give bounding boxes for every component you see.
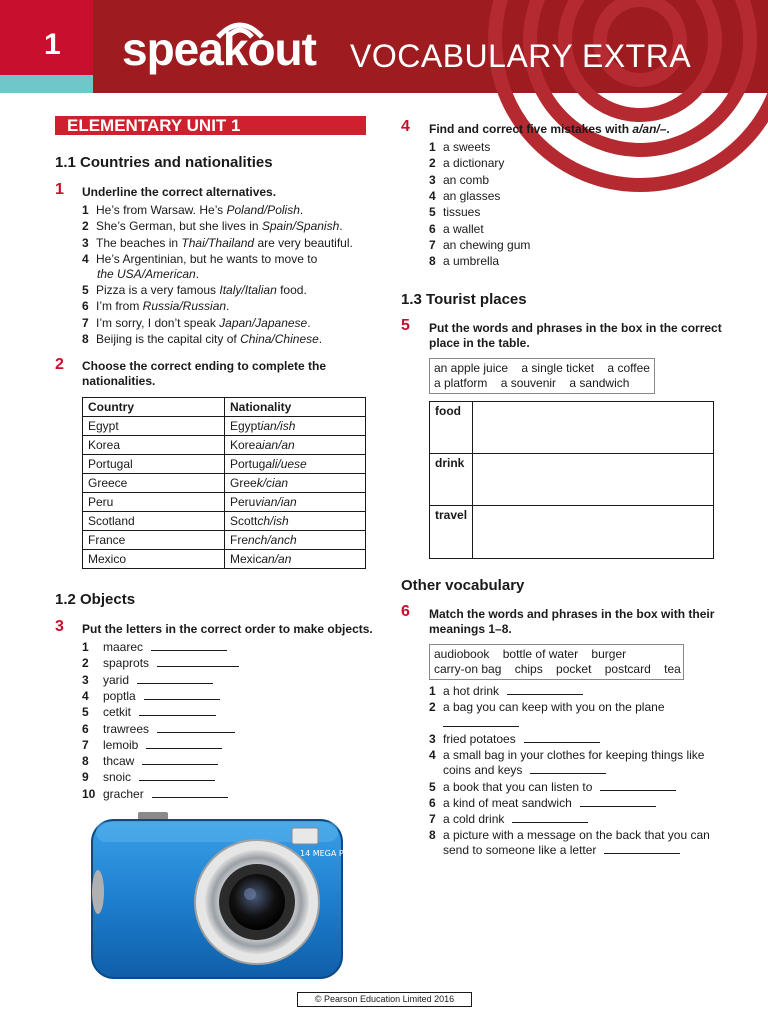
item-number: 8 <box>429 828 436 842</box>
item-number: 3 <box>429 172 436 187</box>
answer-blank[interactable] <box>604 844 680 854</box>
nationality-stem: Egypt <box>230 419 261 433</box>
item-number: 4 <box>82 252 89 266</box>
item-number: 2 <box>82 656 89 671</box>
item-number: 3 <box>82 236 89 250</box>
row-label-food: food <box>430 402 473 453</box>
item-alternatives: China/Chinese <box>240 332 319 346</box>
exercise-number-2: 2 <box>55 356 64 373</box>
nationality-cell <box>225 474 366 493</box>
nationality-stem: Scott <box>230 514 258 528</box>
answer-blank[interactable] <box>137 674 213 684</box>
list-item <box>82 640 227 655</box>
item-number: 1 <box>82 640 89 654</box>
item-text: Beijing is the capital city of <box>96 332 241 346</box>
item-text: a cold drink <box>443 812 505 826</box>
item-number: 7 <box>429 237 436 252</box>
section-heading-1-2: 1.2 Objects <box>55 591 136 608</box>
item-number: 5 <box>82 705 89 720</box>
nationality-endings: ian/an <box>262 438 295 452</box>
item-number: 4 <box>429 748 436 762</box>
list-item <box>429 140 490 155</box>
nationality-stem: Fre <box>230 533 248 547</box>
item-number: 8 <box>429 254 436 269</box>
answer-blank[interactable] <box>580 797 656 807</box>
item-text: send to someone like a letter <box>443 843 597 857</box>
scrambled-word: yarid <box>103 672 130 687</box>
item-number: 10 <box>82 786 96 801</box>
ex4-instr-post: . <box>666 122 670 136</box>
nationality-endings: vian/ian <box>255 495 297 509</box>
item-number: 7 <box>82 316 89 330</box>
item-text: a hot drink <box>443 684 500 698</box>
exercise-number-1: 1 <box>55 181 64 198</box>
exercise-5-instruction <box>429 321 722 351</box>
list-item <box>429 684 583 699</box>
camera-megapixel-label: 14 MEGA PIXELS <box>300 849 367 858</box>
answer-blank[interactable] <box>512 813 588 823</box>
list-item <box>82 236 353 251</box>
exercise-number-4: 4 <box>401 118 410 135</box>
item-number: 4 <box>82 688 89 703</box>
item-number: 6 <box>82 721 89 736</box>
country-cell: Egypt <box>83 417 225 436</box>
table-row-food <box>430 402 713 454</box>
item-number: 6 <box>82 299 89 313</box>
list-item <box>429 173 489 188</box>
country-cell: Greece <box>83 474 225 493</box>
table-row <box>83 436 366 455</box>
list-item <box>429 156 504 171</box>
item-text: Pizza is a very famous <box>96 283 220 297</box>
exercise-6-instruction <box>429 607 714 637</box>
nationality-stem: Gree <box>230 476 257 490</box>
nationality-endings: ch/ish <box>257 514 289 528</box>
list-item <box>429 189 500 204</box>
nationality-endings: ali/uese <box>265 457 307 471</box>
country-cell: France <box>83 531 225 550</box>
item-alternatives: the USA/American <box>97 267 196 281</box>
nationality-stem: Portug <box>230 457 266 471</box>
item-number: 3 <box>82 672 89 687</box>
item-number: 6 <box>429 796 436 810</box>
item-text: I’m from <box>96 299 143 313</box>
ex2-instr-line1: Choose the correct ending to complete the <box>82 359 327 373</box>
word-box-ex6-line1: audiobook bottle of water burger <box>434 647 627 661</box>
exercise-number-3: 3 <box>55 618 64 635</box>
item-text: a bag you can keep with you on the plane <box>443 700 665 714</box>
nationality-cell <box>225 417 366 436</box>
item-number: 9 <box>82 770 89 785</box>
table-row <box>83 417 366 436</box>
row-label-drink: drink <box>430 454 473 505</box>
section-heading-1-3: 1.3 Tourist places <box>401 291 527 308</box>
item-text-end: food. <box>276 283 307 297</box>
scrambled-word: snoic <box>103 770 132 785</box>
item-number: 4 <box>429 188 436 203</box>
nationality-cell <box>225 436 366 455</box>
item-number: 8 <box>82 754 89 769</box>
column-header-country: Country <box>83 398 225 417</box>
item-text-end: . <box>299 203 304 217</box>
nationality-cell <box>225 531 366 550</box>
list-item <box>429 812 588 827</box>
ex5-instr-line1: Put the words and phrases in the box in the correct <box>429 321 722 335</box>
country-cell: Korea <box>83 436 225 455</box>
table-row <box>83 474 366 493</box>
item-text: a book that you can listen to <box>443 780 593 794</box>
item-alternatives: Japan/Japanese <box>219 316 308 330</box>
item-text-end: . <box>195 267 200 281</box>
tourist-places-table <box>429 401 714 559</box>
item-number: 7 <box>82 737 89 752</box>
answer-blank[interactable] <box>152 788 228 798</box>
table-row <box>83 512 366 531</box>
list-item <box>82 316 311 331</box>
item-text: I’m sorry, I don’t speak <box>96 316 220 330</box>
nationality-cell <box>225 455 366 474</box>
table-row <box>83 531 366 550</box>
item-text: The beaches in <box>96 236 182 250</box>
nationality-endings: nch/anch <box>248 533 297 547</box>
nationality-table <box>82 397 366 569</box>
ex4-instr-pre: Find and correct five mistakes with <box>429 122 633 136</box>
item-text: a kind of meat sandwich <box>443 796 572 810</box>
list-item <box>82 689 220 704</box>
exercise-number-6: 6 <box>401 603 410 620</box>
answer-blank[interactable] <box>600 781 676 791</box>
scrambled-word: lemoib <box>103 737 139 752</box>
exercise-4-instruction <box>429 122 670 137</box>
nationality-cell <box>225 512 366 531</box>
item-alternatives: Russia/Russian <box>142 299 227 313</box>
word-box-ex5-line1: an apple juice a single ticket a coffee <box>434 361 650 375</box>
exercise-3-instruction: Put the letters in the correct order to make objects. <box>82 622 373 636</box>
scrambled-word: trawrees <box>103 721 150 736</box>
camera-image <box>82 812 367 984</box>
nationality-endings: k/cian <box>256 476 289 490</box>
item-text: He’s Argentinian, but he wants to move to <box>96 252 318 266</box>
list-item <box>82 787 228 802</box>
item-text-end: . <box>339 219 343 233</box>
item-text: a umbrella <box>443 254 500 269</box>
item-text: an comb <box>443 172 490 187</box>
item-number: 5 <box>429 780 436 794</box>
answer-blank[interactable] <box>142 755 218 765</box>
scrambled-word: cetkit <box>103 705 132 720</box>
list-item <box>82 656 239 671</box>
item-text: tissues <box>443 205 481 220</box>
item-text-end: . <box>226 299 230 313</box>
scrambled-word: thcaw <box>103 754 135 769</box>
unit-number: 1 <box>44 28 61 61</box>
item-number: 7 <box>429 812 436 826</box>
nationality-endings: ian/ish <box>260 419 296 433</box>
item-text: He’s from Warsaw. He’s <box>96 203 227 217</box>
item-text-end: . <box>318 332 323 346</box>
item-text: a wallet <box>443 221 484 236</box>
item-text: fried potatoes <box>443 732 516 746</box>
exercise-number-5: 5 <box>401 317 410 334</box>
scrambled-word: gracher <box>103 786 144 801</box>
table-row <box>83 455 366 474</box>
list-item <box>429 732 600 747</box>
answer-blank[interactable] <box>157 723 235 733</box>
list-item <box>429 828 710 843</box>
list-item <box>82 332 322 347</box>
answer-blank[interactable] <box>139 706 216 716</box>
item-text: a sweets <box>443 140 491 154</box>
nationality-endings: an/an <box>261 552 292 566</box>
item-text: coins and keys <box>443 763 523 777</box>
brand-speak: speak <box>122 23 248 75</box>
item-number: 2 <box>429 156 436 171</box>
answer-blank[interactable] <box>530 764 606 774</box>
item-alternatives: Italy/Italian <box>219 283 277 297</box>
ex5-instr-line2: place in the table. <box>429 336 530 350</box>
answer-blank[interactable] <box>151 641 227 651</box>
section-heading-1-1: 1.1 Countries and nationalities <box>55 154 273 171</box>
word-box-ex5 <box>429 358 655 394</box>
exercise-2-instruction <box>82 359 326 389</box>
item-number: 1 <box>429 140 436 154</box>
word-box-ex5-line2: a platform a souvenir a sandwich <box>434 376 630 390</box>
table-row-drink <box>430 454 713 506</box>
item-alternatives: Thai/Thailand <box>181 236 255 250</box>
list-item <box>82 770 215 785</box>
ex6-instr-line2: meanings 1–8. <box>429 622 512 636</box>
list-item <box>82 299 229 314</box>
item-text: She’s German, but she lives in <box>96 219 262 233</box>
answer-blank[interactable] <box>507 685 583 695</box>
exercise-1-instruction: Underline the correct alternatives. <box>82 185 277 199</box>
scrambled-word: maarec <box>103 640 144 654</box>
list-item <box>429 222 484 237</box>
column-header-nationality: Nationality <box>225 398 366 417</box>
item-text: an chewing gum <box>443 237 531 252</box>
item-alternatives: Poland/Polish <box>226 203 300 217</box>
item-alternatives: Spain/Spanish <box>261 219 340 233</box>
item-number: 6 <box>429 221 436 236</box>
list-item <box>82 673 213 688</box>
header-banner <box>0 0 768 93</box>
item-text: a small bag in your clothes for keeping things like <box>443 748 705 762</box>
unit-banner: ELEMENTARY UNIT 1 <box>55 116 366 135</box>
brand-out: out <box>247 23 316 75</box>
teal-accent <box>0 75 93 93</box>
item-text: an glasses <box>443 188 501 203</box>
table-header-row <box>83 398 366 417</box>
ex2-instr-line2: nationalities. <box>82 374 156 388</box>
list-item <box>429 205 480 220</box>
item-number: 5 <box>429 205 436 220</box>
answer-blank[interactable] <box>146 739 222 749</box>
list-item <box>443 763 606 778</box>
section-heading-other: Other vocabulary <box>401 577 525 594</box>
answer-blank[interactable] <box>524 733 600 743</box>
list-item <box>82 283 307 298</box>
ex4-instr-alt: a/an/– <box>632 122 667 136</box>
list-item <box>97 267 199 282</box>
item-text: a dictionary <box>443 156 505 171</box>
list-item <box>429 238 530 253</box>
list-item <box>82 738 222 753</box>
list-item <box>82 754 218 769</box>
nationality-stem: Korea <box>230 438 263 452</box>
list-item <box>429 748 704 763</box>
list-item <box>429 254 499 269</box>
country-cell: Scotland <box>83 512 225 531</box>
scrambled-word: spaprots <box>103 656 150 671</box>
list-item <box>82 252 317 267</box>
item-number: 1 <box>429 684 436 698</box>
nationality-stem: Mexic <box>230 552 262 566</box>
list-item <box>82 203 303 218</box>
copyright-footer: © Pearson Education Limited 2016 <box>297 992 472 1007</box>
table-row <box>83 493 366 512</box>
country-cell: Portugal <box>83 455 225 474</box>
table-row <box>83 550 366 569</box>
country-cell: Peru <box>83 493 225 512</box>
list-item <box>82 219 343 234</box>
list-item <box>82 722 235 737</box>
list-item <box>82 705 216 720</box>
item-text-end: . <box>307 316 311 330</box>
table-row-travel <box>430 506 713 558</box>
answer-blank[interactable] <box>144 690 220 700</box>
nationality-cell <box>225 493 366 512</box>
answer-blank[interactable] <box>157 657 239 667</box>
page-title: VOCABULARY EXTRA <box>350 38 692 74</box>
scrambled-word: poptla <box>103 688 136 703</box>
item-number: 2 <box>429 700 436 714</box>
nationality-stem: Peru <box>230 495 256 509</box>
item-text-end: are very beautiful. <box>254 236 353 250</box>
item-number: 2 <box>82 219 89 233</box>
ex6-instr-line1: Match the words and phrases in the box with their <box>429 607 715 621</box>
item-text: a picture with a message on the back that you can <box>443 828 710 842</box>
item-number: 5 <box>82 283 89 297</box>
brand-logo <box>122 23 316 75</box>
row-label-travel: travel <box>430 506 473 558</box>
item-number: 8 <box>82 332 89 346</box>
list-item <box>443 843 680 858</box>
word-box-ex6-line2: carry-on bag chips pocket postcard tea <box>434 662 681 676</box>
nationality-cell <box>225 550 366 569</box>
word-box-ex6 <box>429 644 684 680</box>
list-item <box>429 796 656 811</box>
answer-blank[interactable] <box>139 771 215 781</box>
item-number: 1 <box>82 203 89 217</box>
answer-blank[interactable] <box>443 726 519 727</box>
list-item <box>429 700 665 715</box>
country-cell: Mexico <box>83 550 225 569</box>
item-number: 3 <box>429 732 436 746</box>
list-item <box>429 780 676 795</box>
